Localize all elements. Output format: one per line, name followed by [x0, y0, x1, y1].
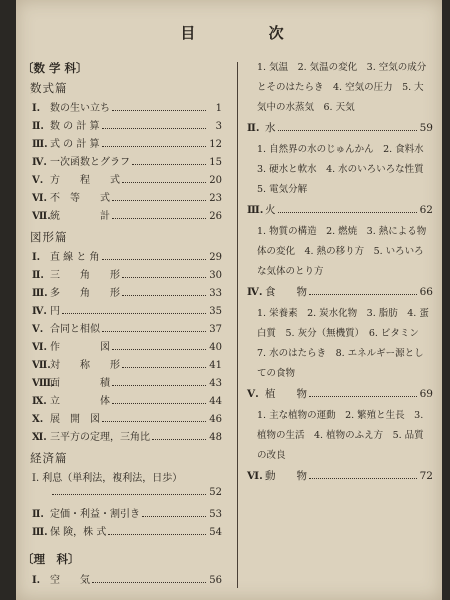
toc-entry-page: 48	[209, 432, 222, 443]
toc-entry[interactable]	[22, 302, 222, 320]
toc-entry[interactable]	[22, 189, 222, 207]
toc-entry-label: 水	[265, 122, 276, 134]
toc-entry[interactable]	[22, 320, 222, 338]
toc-entry-label: 方 程 式	[50, 175, 120, 186]
toc-entry[interactable]	[22, 392, 222, 410]
toc-entry-label: 植 物	[265, 388, 307, 400]
toc-entry-number: Ⅱ.	[32, 509, 44, 520]
dot-leader	[102, 146, 206, 147]
toc-entry-number: Ⅷ.	[32, 378, 55, 389]
toc-entry[interactable]	[22, 284, 222, 302]
toc-entry-page: 53	[209, 509, 222, 520]
toc-entry-page: 69	[419, 388, 433, 400]
toc-entry-number: Ⅴ.	[247, 388, 259, 400]
dot-leader	[108, 534, 206, 535]
toc-entry[interactable]	[247, 284, 433, 304]
toc-entry-label: 展 開 図	[50, 414, 100, 425]
dot-leader	[52, 494, 206, 495]
toc-entry-number: I.	[32, 252, 41, 263]
toc-entry-number: I.	[32, 103, 41, 114]
dot-leader	[278, 212, 418, 213]
toc-entry[interactable]	[22, 171, 222, 189]
toc-entry[interactable]	[22, 266, 222, 284]
toc-entry-label: 火	[265, 204, 276, 216]
toc-page	[16, 0, 442, 600]
toc-entry[interactable]	[22, 469, 222, 487]
toc-entry-page: 37	[209, 324, 222, 335]
toc-entry-page: 26	[209, 211, 222, 222]
toc-entry[interactable]	[247, 120, 433, 140]
dot-leader	[102, 259, 206, 260]
toc-entry[interactable]	[22, 523, 222, 541]
toc-entry-label: 三平方の定理，三角比	[50, 432, 150, 443]
toc-entry-label: 作 図	[50, 342, 110, 353]
toc-entry-label: 数の生い立ち	[50, 103, 110, 114]
dot-leader	[122, 277, 206, 278]
dot-leader	[102, 421, 206, 422]
toc-entry[interactable]	[22, 356, 222, 374]
dot-leader	[112, 403, 206, 404]
toc-entry-page: 41	[209, 360, 222, 371]
toc-entry-label: 統 計	[50, 211, 110, 222]
toc-entry-page: 23	[209, 193, 222, 204]
toc-entry-number: Ⅴ.	[32, 175, 44, 186]
economy-header: 経済篇	[30, 451, 68, 465]
column-divider	[237, 62, 238, 588]
toc-entry-label: 定価・利益・割引き	[50, 509, 140, 520]
toc-entry-number: Ⅱ.	[247, 122, 260, 134]
toc-entry-page: 72	[419, 470, 433, 482]
toc-entry-page: 1	[215, 103, 222, 114]
dot-leader	[102, 128, 206, 129]
toc-entry[interactable]	[22, 153, 222, 171]
toc-entry-page: 44	[209, 396, 222, 407]
toc-entry-number: Ⅵ.	[32, 193, 47, 204]
geometry-list	[22, 248, 222, 446]
toc-entry-number: Ⅵ.	[247, 470, 263, 482]
toc-entry-page: 59	[419, 122, 433, 134]
plant-topics: 1. 主な植物の運動 2. 繁殖と生長 3. 植物の生活 4. 植物のふえ方 5. 品質の改良	[257, 410, 424, 461]
toc-entry-page: 12	[209, 139, 222, 150]
toc-entry[interactable]	[22, 207, 222, 225]
toc-entry-label: 空 気	[50, 575, 90, 586]
economy-list	[22, 505, 222, 541]
toc-entry-page: 29	[209, 252, 222, 263]
toc-entry-continuation	[22, 487, 222, 505]
arithmetic-header: 数式篇	[30, 81, 68, 95]
dot-leader	[142, 516, 206, 517]
dot-leader	[112, 385, 206, 386]
toc-entry-number: Ⅶ.	[32, 360, 51, 371]
dot-leader	[122, 182, 206, 183]
toc-entry[interactable]	[22, 374, 222, 392]
dot-leader	[132, 164, 206, 165]
dot-leader	[309, 396, 417, 397]
dot-leader	[62, 313, 206, 314]
toc-entry-label: 円	[50, 306, 60, 317]
toc-entry-page: 66	[419, 286, 433, 298]
toc-entry-label: 式 の 計 算	[50, 139, 100, 150]
toc-entry-label: 数 の 計 算	[50, 121, 100, 132]
toc-entry-label: 三 角 形	[50, 270, 120, 281]
toc-entry-label: 不 等 式	[50, 193, 110, 204]
food-topics: 1. 栄養素 2. 炭水化物 3. 脂肪 4. 蛋白質 5. 灰分（無機質） 6. ビタミン 7. 水のはたらき 8. エネルギー源としての食物	[257, 308, 429, 379]
toc-entry-number: Ⅶ.	[32, 211, 51, 222]
dot-leader	[122, 295, 206, 296]
toc-entry[interactable]	[22, 338, 222, 356]
toc-entry-label: 面 積	[50, 378, 110, 389]
toc-entry-label: 食 物	[265, 286, 307, 298]
toc-entry-page: 20	[209, 175, 222, 186]
toc-entry-page: 30	[209, 270, 222, 281]
dot-leader	[309, 294, 417, 295]
toc-entry-page: 54	[209, 527, 222, 538]
toc-entry[interactable]	[22, 410, 222, 428]
water-topics: 1. 自然界の水のじゅんかん 2. 食料水 3. 硬水と軟水 4. 水のいろいろな性質 5. 電気分解	[257, 144, 434, 195]
toc-entry-number: Ⅴ.	[32, 324, 44, 335]
toc-entry-page: 33	[209, 288, 222, 299]
arithmetic-list	[22, 99, 222, 225]
toc-entry-page: 40	[209, 342, 222, 353]
toc-entry-label: 対 称 形	[50, 360, 120, 371]
left-column	[22, 58, 222, 589]
toc-entry-label: 合同と相似	[50, 324, 100, 335]
dot-leader	[278, 130, 418, 131]
toc-entry-page: 15	[209, 157, 222, 168]
page-title: 目 次	[180, 24, 318, 42]
toc-entry-number: Ⅺ.	[32, 432, 47, 443]
dot-leader	[309, 478, 417, 479]
toc-entry[interactable]	[22, 571, 222, 589]
air-topics: 1. 気温 2. 気温の変化 3. 空気の成分とそのはたらき 4. 空気の圧力 5. 大気中の水蒸気 6. 天気	[257, 62, 427, 113]
toc-entry-number: Ⅲ.	[32, 288, 48, 299]
toc-entry-number: Ⅳ.	[32, 157, 47, 168]
toc-entry[interactable]	[247, 202, 433, 222]
right-column	[247, 58, 433, 488]
dot-leader	[112, 110, 206, 111]
dot-leader	[112, 200, 206, 201]
toc-entry-number: Ⅲ.	[32, 527, 48, 538]
toc-entry-number: Ⅱ.	[32, 121, 44, 132]
toc-entry-number: Ⅳ.	[247, 286, 263, 298]
toc-entry-page: 43	[209, 378, 222, 389]
toc-entry-number: Ⅱ.	[32, 270, 44, 281]
toc-entry-number: Ⅹ.	[32, 414, 44, 425]
toc-entry[interactable]	[22, 135, 222, 153]
toc-entry-number: Ⅳ.	[32, 306, 47, 317]
toc-entry-label: 多 角 形	[50, 288, 120, 299]
toc-entry-number: I.	[32, 575, 41, 586]
toc-entry-page: 3	[215, 121, 222, 132]
dot-leader	[152, 439, 206, 440]
geometry-header: 図形篇	[30, 230, 68, 244]
toc-entry[interactable]	[247, 468, 433, 488]
dot-leader	[112, 218, 206, 219]
toc-entry-number: Ⅸ.	[32, 396, 47, 407]
toc-entry-number: Ⅵ.	[32, 342, 47, 353]
toc-entry-number: Ⅲ.	[247, 204, 264, 216]
fire-topics: 1. 物質の構造 2. 燃焼 3. 熱による物体の変化 4. 熱の移り方 5. いろいろな気体のとり方	[257, 226, 427, 277]
toc-entry[interactable]	[247, 386, 433, 406]
toc-entry[interactable]	[22, 248, 222, 266]
dot-leader	[122, 367, 206, 368]
toc-entry-label: I. 利息（単利法，複利法，日歩）	[32, 473, 183, 484]
math-section-header: 〔数 学 科〕	[22, 61, 88, 75]
dot-leader	[92, 582, 206, 583]
dot-leader	[112, 349, 206, 350]
science-section-header: 〔理 科〕	[22, 552, 80, 566]
toc-entry-label: 一次函数とグラフ	[50, 157, 130, 168]
toc-entry-number: Ⅲ.	[32, 139, 48, 150]
toc-entry-page: 52	[209, 487, 222, 498]
toc-entry-label: 直 線 と 角	[50, 252, 100, 263]
toc-entry-page: 35	[209, 306, 222, 317]
dot-leader	[102, 331, 206, 332]
toc-entry[interactable]	[22, 428, 222, 446]
toc-entry-page: 46	[209, 414, 222, 425]
toc-entry-label: 動 物	[265, 470, 307, 482]
toc-entry-page: 56	[209, 575, 222, 586]
toc-entry[interactable]	[22, 99, 222, 117]
toc-entry-label: 立 体	[50, 396, 110, 407]
toc-entry-label: 保 険，株 式	[50, 527, 107, 538]
toc-entry[interactable]	[22, 117, 222, 135]
toc-entry[interactable]	[22, 505, 222, 523]
toc-entry-page: 62	[419, 204, 433, 216]
